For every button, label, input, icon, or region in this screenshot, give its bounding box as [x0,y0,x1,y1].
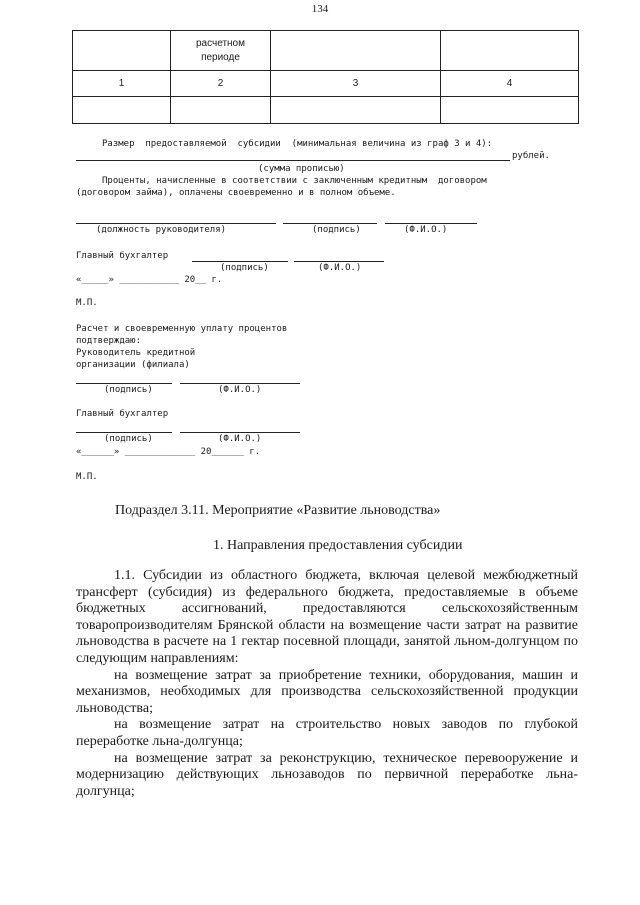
stamp-label-2: М.П. [76,472,98,482]
accountant-fio-caption-1: (Ф.И.О.) [318,263,362,273]
accountant-signature-caption-2: (подпись) [104,434,153,444]
table-cell: 4 [441,71,579,97]
page-number: 134 [311,3,329,15]
confirm-text-line-3: Руководитель кредитной [76,348,196,358]
table-cell [171,97,271,124]
form-table [72,30,579,124]
table-cell [271,97,441,124]
chief-accountant-label-1: Главный бухгалтер [76,251,169,261]
subsidy-size-label: Размер предоставляемой субсидии (минимальная величина из граф 3 и 4): [102,139,493,149]
table-row [73,97,579,124]
subsection-title: Подраздел 3.11. Мероприятие «Развитие льноводства» [115,503,441,518]
table-cell: 1 [73,71,171,97]
accountant-signature-caption-1: (подпись) [220,263,269,273]
head-position-caption: (должность руководителя) [96,225,227,235]
head-fio-caption: (Ф.И.О.) [404,225,448,235]
table-cell: 2 [171,71,271,97]
bank-signature-caption: (подпись) [104,385,153,395]
table-cell [271,31,441,71]
bank-fio-caption: (Ф.И.О.) [218,385,262,395]
table-cell [73,31,171,71]
interest-text-line-1: Проценты, начисленные в соответствии с заключенным кредитным договором [102,176,487,186]
date-line-2: «______» _____________ 20______ г. [76,447,261,457]
rubles-label: рублей. [512,151,550,161]
table-cell [441,31,579,71]
table-cell [441,97,579,124]
stamp-label-1: М.П. [76,298,98,308]
paragraph: 1.1. Субсидии из областного бюджета, включая целевой межбюджетный трансферт (субсидия) из федерального бюджета, предоставляемые в объеме бюджетных ассигнований, предоставляются сельскохозяйственным товаропроизводителям Брянской области на возмещение части затрат на развитие льноводства в расчете на 1 гектар посевной площади, занятой льном-долгунцом по следующим направлениям: [76,568,578,666]
date-line-1: «_____» ___________ 20__ г. [76,275,223,285]
sum-in-words-caption: (сумма прописью) [258,164,345,174]
interest-text-line-2: (договором займа), оплачены своевременно и в полном объеме. [76,188,396,198]
head-signature-caption: (подпись) [312,225,361,235]
accountant-fio-caption-2: (Ф.И.О.) [218,434,262,444]
paragraph: на возмещение затрат за реконструкцию, техническое перевооружение и модернизацию действующих льнозаводов по первичной переработке льна-долгунца; [76,750,578,799]
confirm-text-line-2: подтверждаю: [76,336,142,346]
table-cell: расчетном периоде [171,31,271,71]
subsidy-amount-line[interactable] [76,160,510,161]
paragraph: на возмещение затрат на строительство новых заводов по глубокой переработке льна-долгунца; [76,717,578,749]
confirm-text-line-4: организации (филиала) [76,360,190,370]
confirm-text-line-1: Расчет и своевременную уплату процентов [76,324,288,334]
table-row [73,71,579,97]
paragraph: на возмещение затрат за приобретение техники, оборудования, машин и механизмов, необходимых для производства сельскохозяйственной продукции льноводства; [76,667,578,716]
section-title: 1. Направления предоставления субсидии [213,538,463,553]
body-text [76,568,578,800]
table-row [73,31,579,71]
table-cell: 3 [271,71,441,97]
table-cell [73,97,171,124]
chief-accountant-label-2: Главный бухгалтер [76,409,169,419]
